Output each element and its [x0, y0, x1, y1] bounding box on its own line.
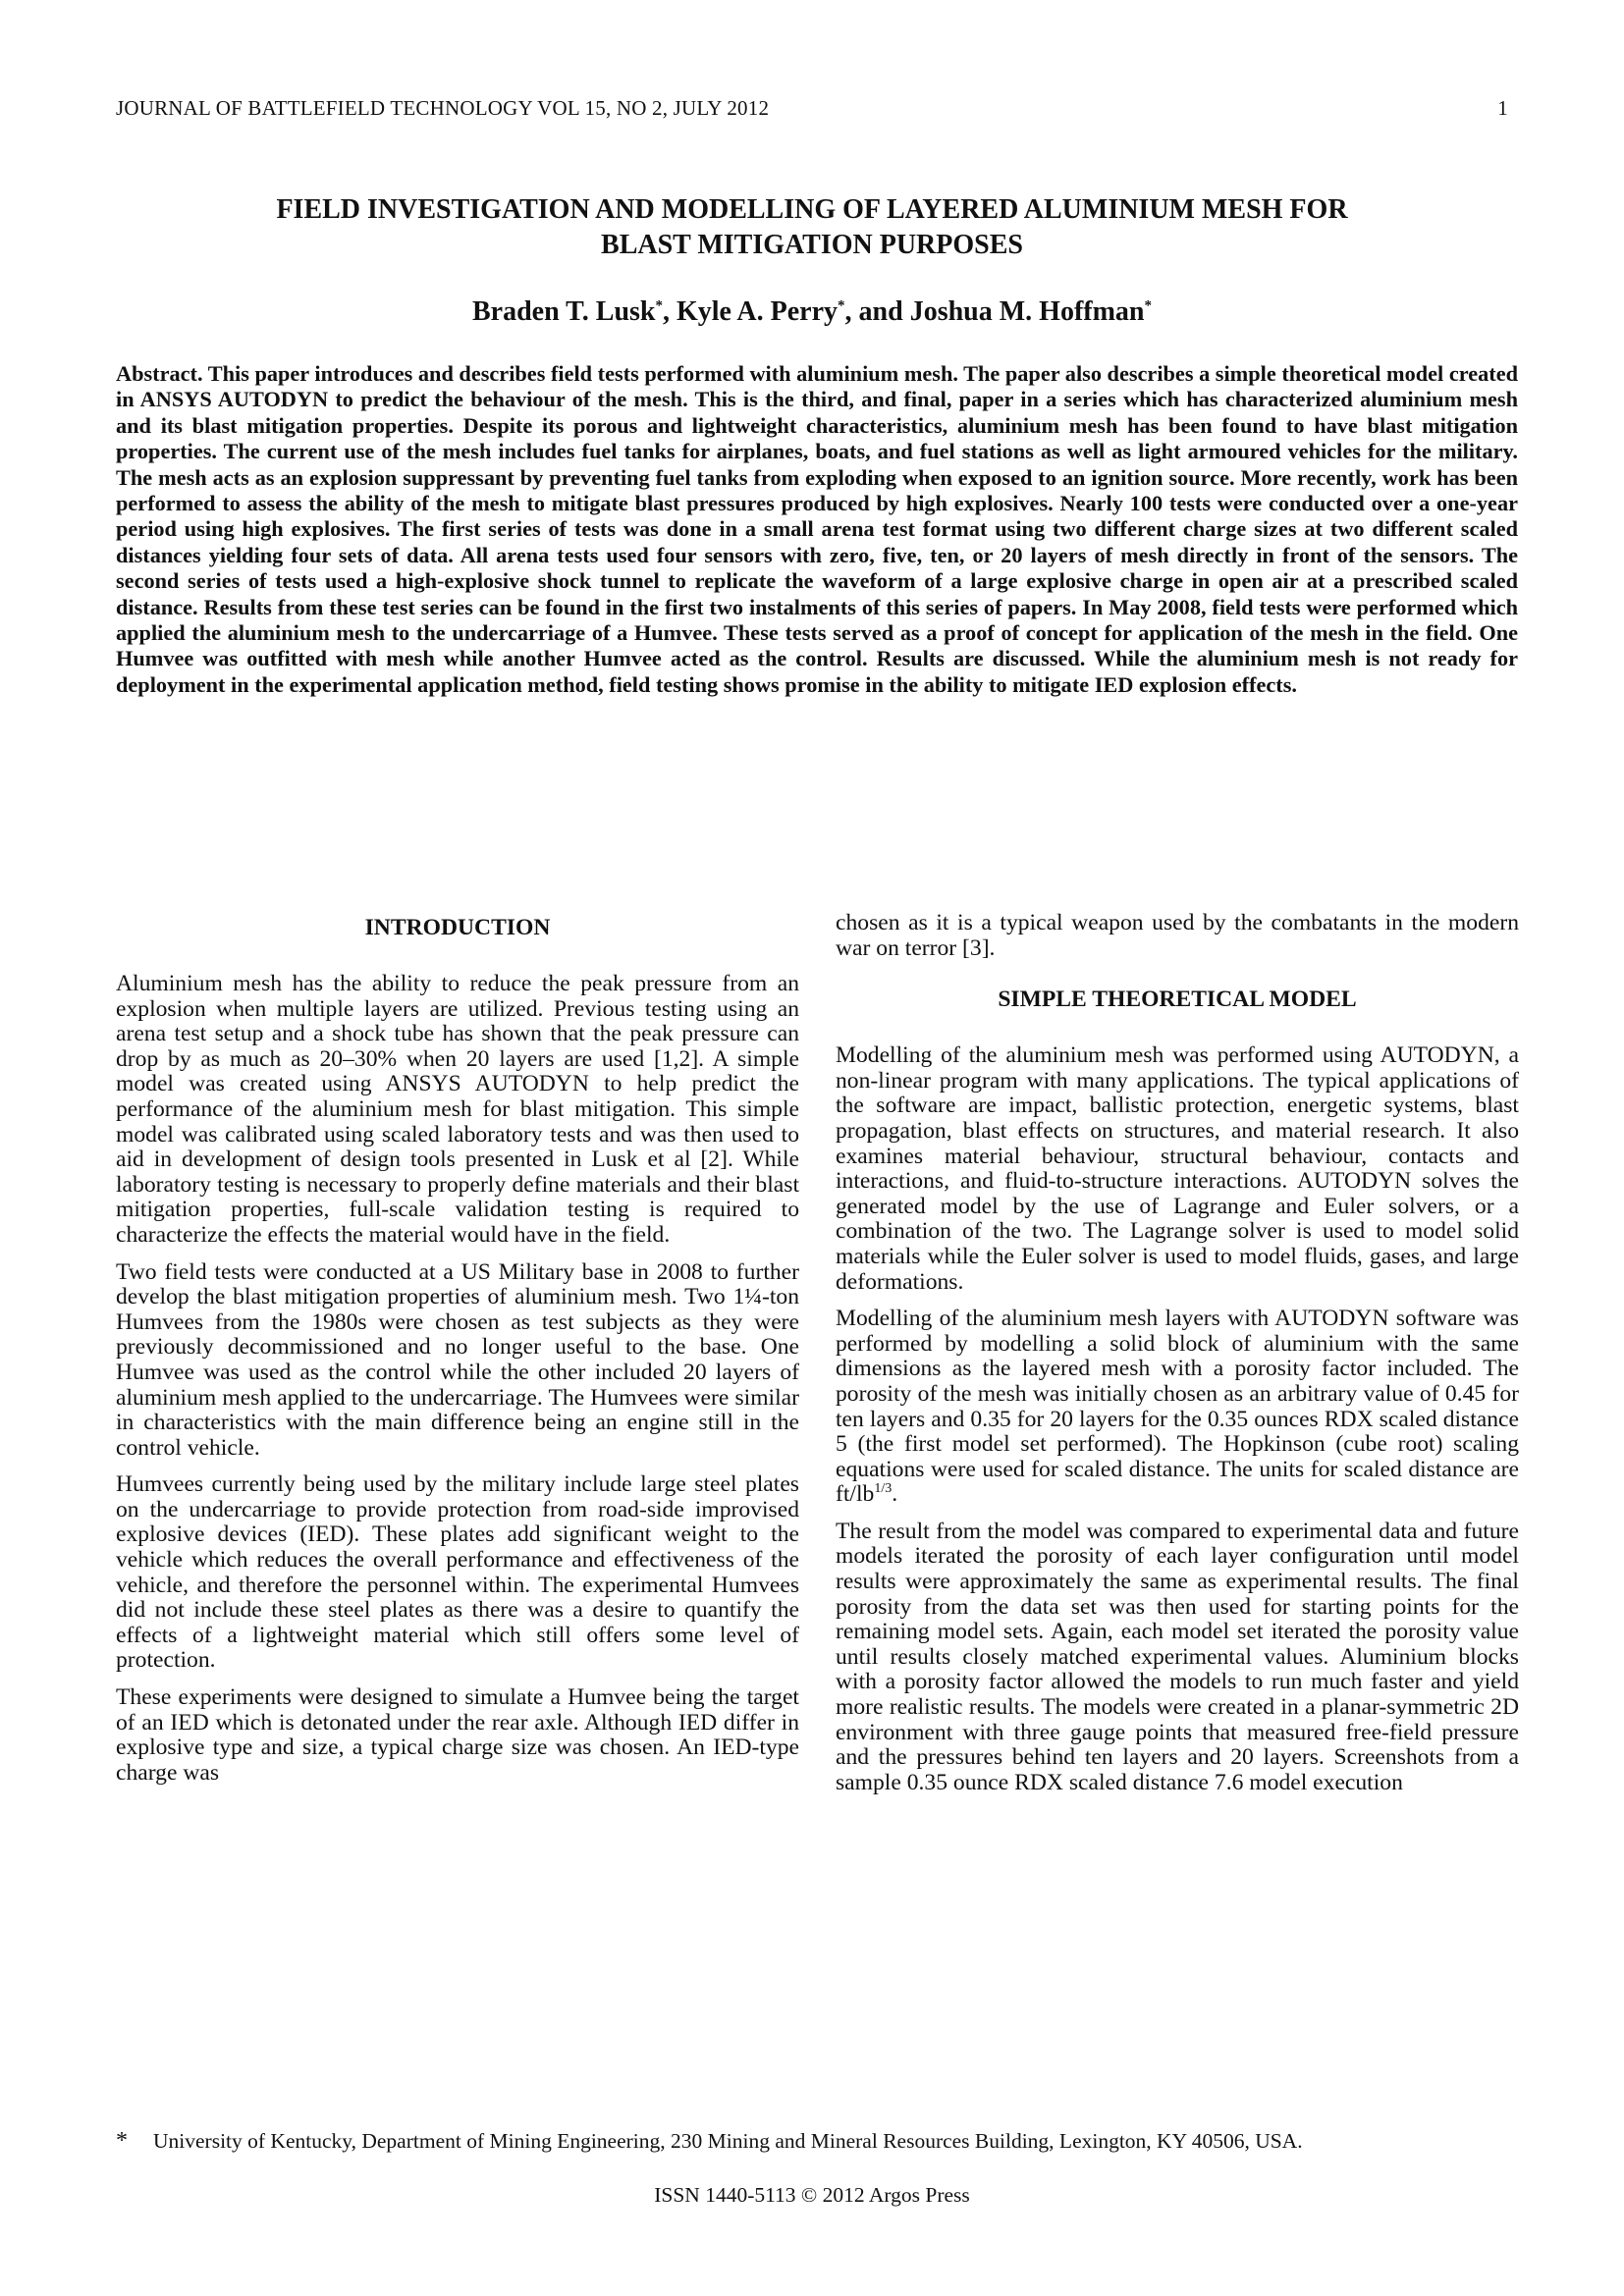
- page-number: 1: [1497, 96, 1508, 120]
- right-column: [836, 911, 1519, 1795]
- footnote-text: University of Kentucky, Department of Mining Engineering, 230 Mining and Mineral Resources Building, Lexington, KY 40506, USA.: [153, 2129, 1303, 2153]
- author-separator: ,: [662, 296, 677, 327]
- title-line-2: BLAST MITIGATION PURPOSES: [601, 230, 1023, 260]
- author-name: Kyle A. Perry: [676, 296, 839, 327]
- exponent: 1/3: [874, 1481, 893, 1497]
- left-column: [116, 913, 799, 1786]
- journal-title: JOURNAL OF BATTLEFIELD TECHNOLOGY VOL 15, NO 2, JULY 2012: [116, 96, 770, 120]
- affiliation-mark: *: [1144, 297, 1152, 314]
- abstract: Abstract. This paper introduces and describes field tests performed with aluminium mesh. The paper also describes a simple theoretical model created in ANSYS AUTODYN to predict the behaviour of the mesh. This is the third, and final, paper in a series which has characterized aluminium mesh and its blast mitigation properties. Despite its porous and lightweight characteristics, aluminium mesh has been found to have blast mitigation properties. The current use of the mesh includes fuel tanks for airplanes, boats, and fuel stations as well as light armoured vehicles for the military. The mesh acts as an explosion suppressant by preventing fuel tanks from exploding when exposed to an ignition source. More recently, work has been performed to assess the ability of the mesh to mitigate blast pressures produced by high explosives. Nearly 100 tests were conducted over a one-year period using high explosives. The first series of tests was done in a small arena test format using two different charge sizes at two different scaled distances yielding four sets of data. All arena tests used four sensors with zero, five, ten, or 20 layers of mesh directly in front of the sensors. The second series of tests used a high-explosive shock tunnel to replicate the waveform of a large explosive charge in open air at a prescribed scaled distance. Results from these test series can be found in the first two instalments of this series of papers. In May 2008, field tests were performed which applied the aluminium mesh to the undercarriage of a Humvee. These tests served as a proof of concept for application of the mesh in the field. One Humvee was outfitted with mesh while another Humvee acted as the control. Results are discussed. While the aluminium mesh is not ready for deployment in the experimental application method, field testing shows promise in the ability to mitigate IED explosion effects.: [116, 361, 1518, 697]
- paragraph-text: Modelling of the aluminium mesh layers with AUTODYN software was performed by modelling a solid block of aluminium with the same dimensions as the layered mesh with a porosity factor included. The porosity of the mesh was initially chosen as an arbitrary value of 0.45 for ten layers and 0.35 for 20 layers for the 0.35 ounces RDX scaled distance 5 (the first model set performed). The Hopkinson (cube root) scaling equations were used for scaled distance. The units for scaled distance are ft/lb: [836, 1306, 1519, 1508]
- paragraph-end: .: [892, 1481, 898, 1508]
- author-name: Joshua M. Hoffman: [909, 296, 1145, 327]
- affiliation-footnote: [116, 2127, 1518, 2155]
- paragraph-continuation: chosen as it is a typical weapon used by the combatants in the modern war on terror [3].: [836, 910, 1519, 961]
- paragraph: [836, 1307, 1519, 1508]
- issn-footer: ISSN 1440-5113 © 2012 Argos Press: [654, 2183, 970, 2207]
- running-head: [116, 96, 1508, 126]
- paragraph: Aluminium mesh has the ability to reduce the peak pressure from an explosion when multiple layers are utilized. Previous testing using an arena test setup and a shock tube has shown that the peak pressure can drop by as much as 20–30% when 20 layers are used [1,2]. A simple model was created using ANSYS AUTODYN to help predict the performance of the aluminium mesh for blast mitigation. This simple model was calibrated using scaled laboratory tests and was then used to aid in development of design tools presented in Lusk et al [2]. While laboratory testing is necessary to properly define materials and their blast mitigation properties, full-scale validation testing is required to characterize the effects the material would have in the field.: [116, 971, 799, 1248]
- affiliation-mark: *: [655, 297, 663, 314]
- footnote-mark: *: [116, 2128, 128, 2154]
- paragraph: Modelling of the aluminium mesh was performed using AUTODYN, a non-linear program with many applications. The typical applications of the software are impact, ballistic protection, energetic systems, blast propagation, blast effects on structures, and material research. It also examines material behaviour, structural behaviour, contacts and interactions, and fluid-to-structure interactions. AUTODYN solves the generated model by the use of Lagrange and Euler solvers, or a combination of the two. The Lagrange solver is used to model solid materials while the Euler solver is used to model fluids, gases, and large deformations.: [836, 1042, 1519, 1295]
- title-line-1: FIELD INVESTIGATION AND MODELLING OF LAYERED ALUMINIUM MESH FOR: [276, 194, 1348, 225]
- section-heading-introduction: INTRODUCTION: [364, 915, 551, 940]
- paragraph: The result from the model was compared to experimental data and future models iterated the porosity of each layer configuration until model results were approximately the same as experimental results. The final porosity from the data set was then used for starting points for the remaining model sets. Again, each model set iterated the porosity value until results closely matched experimental values. Aluminium blocks with a porosity factor allowed the models to run much faster and yield more realistic results. The models were created in a planar-symmetric 2D environment with three gauge points that measured free-field pressure and the pressures behind ten layers and 20 layers. Screenshots from a sample 0.35 ounce RDX scaled distance 7.6 model execution: [836, 1518, 1519, 1795]
- paper-title: [147, 192, 1477, 263]
- author-list: [147, 294, 1477, 330]
- section-heading-simple-theoretical-model: SIMPLE THEORETICAL MODEL: [998, 987, 1357, 1013]
- author-separator: , and: [844, 296, 910, 327]
- paragraph: Humvees currently being used by the military include large steel plates on the undercarriage to provide protection from road-side improvised explosive devices (IED). These plates add significant weight to the vehicle which reduces the overall performance and effectiveness of the vehicle, and therefore the personnel within. The experimental Humvees did not include these steel plates as there was a desire to quantify the effects of a lightweight material which still offers some level of protection.: [116, 1471, 799, 1674]
- paragraph: These experiments were designed to simulate a Humvee being the target of an IED which is detonated under the rear axle. Although IED differ in explosive type and size, a typical charge size was chosen. An IED-type charge was: [116, 1684, 799, 1786]
- paragraph: Two field tests were conducted at a US Military base in 2008 to further develop the blast mitigation properties of aluminium mesh. Two 1¼-ton Humvees from the 1980s were chosen as test subjects as they were previously decommissioned and no longer useful to the base. One Humvee was used as the control while the other included 20 layers of aluminium mesh applied to the undercarriage. The Humvees were similar in characteristics with the main difference being an engine still in the control vehicle.: [116, 1258, 799, 1461]
- affiliation-mark: *: [838, 297, 845, 314]
- author-name: Braden T. Lusk: [472, 296, 656, 327]
